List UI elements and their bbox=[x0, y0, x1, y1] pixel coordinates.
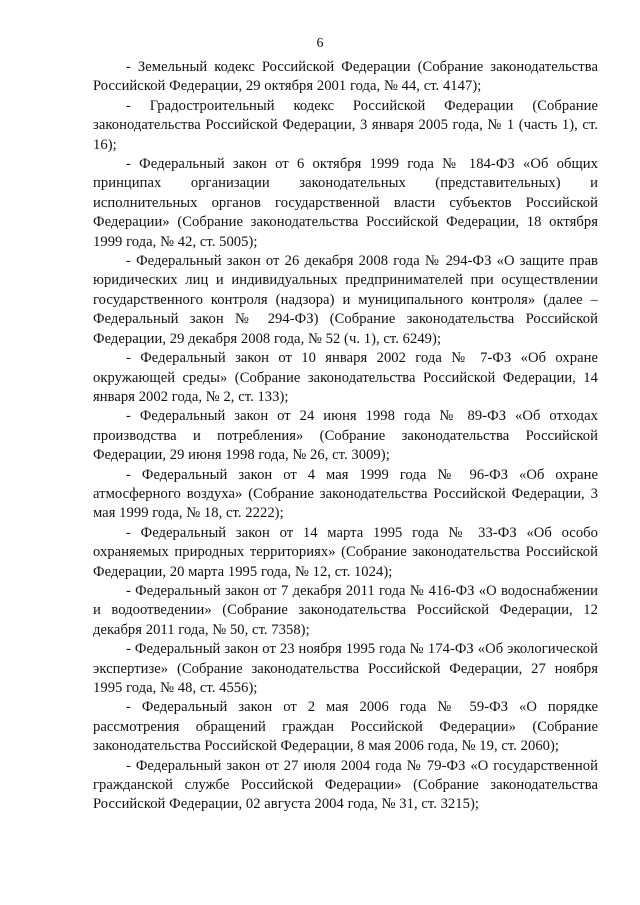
list-item: - Федеральный закон от 23 ноября 1995 года № 174-ФЗ «Об экологической экспертизе» (Собрание законодательства Российской Федерации, 27 ноября 1995 года, № 48, ст. 4556); bbox=[93, 641, 598, 696]
list-item: - Федеральный закон от 4 мая 1999 года № 96-ФЗ «Об охране атмосферного воздуха» (Собрание законодательства Российской Федерации, 3 мая 1999 года, № 18, ст. 2222); bbox=[93, 466, 598, 522]
document-body bbox=[93, 58, 598, 815]
page-number: 6 bbox=[316, 36, 324, 51]
list-item: - Федеральный закон от 10 января 2002 года № 7-ФЗ «Об охране окружающей среды» (Собрание законодательства Российской Федерации, 14 января 2002 года, № 2, ст. 133); bbox=[93, 350, 598, 405]
list-item: - Федеральный закон от 2 мая 2006 года № 59-ФЗ «О порядке рассмотрения обращений граждан Российской Федерации» (Собрание законодательства Российской Федерации, 8 мая 2006 года, № 19, ст. 2060); bbox=[93, 699, 598, 755]
list-item: - Градостроительный кодекс Российской Федерации (Собрание законодательства Российской Федерации, 3 января 2005 года, № 1 (часть 1), ст. 16); bbox=[93, 97, 598, 153]
list-item: - Федеральный закон от 27 июля 2004 года № 79-ФЗ «О государственной гражданской службе Российской Федерации» (Собрание законодательства Российской Федерации, 02 августа 2004 года, № 31, ст. 3215); bbox=[93, 757, 598, 813]
list-item: - Федеральный закон от 14 марта 1995 года № 33-ФЗ «Об особо охраняемых природных территориях» (Собрание законодательства Российской Федерации, 20 марта 1995 года, № 12, ст. 1024); bbox=[93, 524, 598, 580]
list-item: - Федеральный закон от 26 декабря 2008 года № 294-ФЗ «О защите прав юридических лиц и индивидуальных предпринимателей при осуществлении государственного контроля (надзора) и муниципального контроля» (далее – Федеральный закон № 294-ФЗ) (Собрание законодательства Российской Федерации, 29 декабря 2008 года, № 52 (ч. 1), ст. 6249); bbox=[93, 253, 598, 347]
list-item: - Земельный кодекс Российской Федерации (Собрание законодательства Российской Федерации, 29 октября 2001 года, № 44, ст. 4147); bbox=[93, 59, 598, 95]
list-item: - Федеральный закон от 6 октября 1999 года № 184-ФЗ «Об общих принципах организации законодательных (представительных) и исполнительных органов государственной власти субъектов Российской Федерации» (Собрание законодательства Российской Федерации, 18 октября 1999 года, № 42, ст. 5005); bbox=[93, 156, 598, 250]
list-item: - Федеральный закон от 24 июня 1998 года № 89-ФЗ «Об отходах производства и потребления» (Собрание законодательства Российской Федерации, 29 июня 1998 года, № 26, ст. 3009); bbox=[93, 408, 598, 464]
list-item: - Федеральный закон от 7 декабря 2011 года № 416-ФЗ «О водоснабжении и водоотведении» (Собрание законодательства Российской Федерации, 12 декабря 2011 года, № 50, ст. 7358); bbox=[93, 582, 598, 638]
